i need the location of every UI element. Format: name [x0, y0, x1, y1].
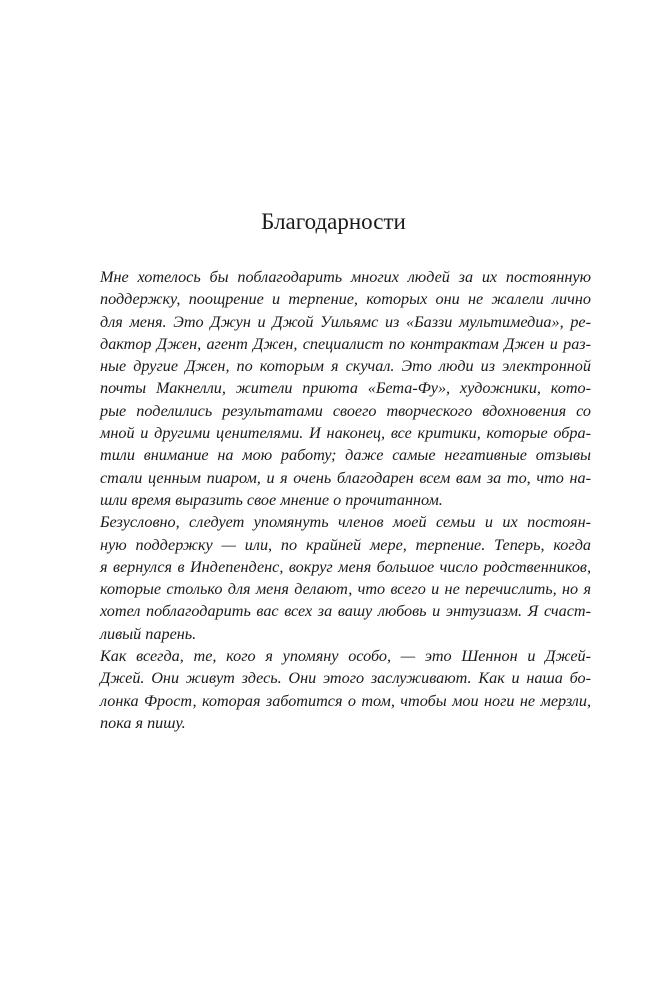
- paragraph-2: [76, 511, 591, 645]
- text-line: Безусловно, следует упомянуть членов моей семьи и их постоян-: [100, 513, 591, 532]
- text-line: лонка Фрост, которая заботится о том, чтобы мои ноги не мерзли,: [100, 691, 591, 710]
- text-line: для меня. Это Джун и Джой Уильямс из «Баззи мультимедиа», ре-: [100, 312, 591, 331]
- text-line: дактор Джен, агент Джен, специалист по контрактам Джен и раз-: [100, 334, 591, 353]
- text-line: шли время выразить свое мнение о прочитанном.: [100, 490, 443, 509]
- text-line: тили внимание на мою работу; даже самые негативные отзывы: [100, 446, 591, 465]
- text-line: которые столько для меня делают, что всего и не перечислить, но я: [100, 580, 591, 599]
- text-line: мной и другими ценителями. И наконец, все критики, которые обра-: [100, 424, 591, 443]
- paragraph-3: [76, 645, 591, 734]
- page-title: Благодарности: [261, 209, 406, 234]
- text-line: стали ценным пиаром, и я очень благодарен всем вам за то, что на-: [100, 468, 591, 487]
- text-line: рые поделились результатами своего творческого вдохновения со: [100, 401, 591, 420]
- text-line: хотел поблагодарить вас всех за вашу любовь и энтузиазм. Я счаст-: [100, 602, 591, 621]
- text-line: поддержку, поощрение и терпение, которых они не жалели лично: [100, 290, 591, 309]
- text-line: пока я пишу.: [100, 713, 186, 732]
- text-line: ные другие Джен, по которым я скучал. Это люди из электронной: [100, 357, 591, 376]
- text-line: ную поддержку — или, по крайней мере, терпение. Теперь, когда: [100, 535, 591, 554]
- paragraph-1: [76, 266, 591, 511]
- text-line: Как всегда, те, кого я упомяну особо, — это Шеннон и Джей-: [100, 647, 591, 666]
- text-line: я вернулся в Индепенденс, вокруг меня большое число родственников,: [100, 557, 591, 576]
- text-line: Мне хотелось бы поблагодарить многих людей за их постоянную: [100, 268, 591, 286]
- text-line: почты Макнелли, жители приюта «Бета-Фу», художники, кото-: [100, 379, 591, 398]
- acknowledgements-text: [76, 266, 591, 734]
- text-line: ливый парень.: [100, 624, 197, 643]
- text-line: Джей. Они живут здесь. Они этого заслуживают. Как и наша бо-: [100, 669, 591, 688]
